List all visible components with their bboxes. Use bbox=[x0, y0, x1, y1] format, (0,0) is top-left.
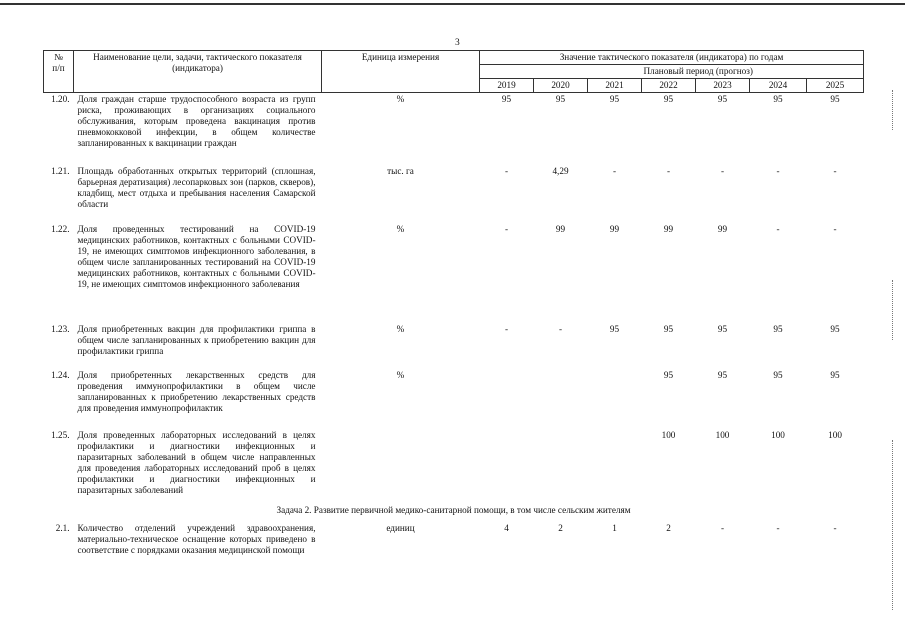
top-rule bbox=[0, 3, 905, 5]
col-values-header: Значение тактического показателя (индикатора) по годам bbox=[480, 51, 864, 65]
scan-edge-mark bbox=[890, 280, 893, 340]
scan-edge-mark bbox=[890, 90, 893, 130]
value-cell: 95 bbox=[773, 369, 783, 380]
unit-cell: % bbox=[396, 369, 405, 380]
value-cell: - bbox=[504, 223, 509, 234]
col-unit-header: Единица измерения bbox=[322, 51, 480, 93]
scan-edge-mark bbox=[890, 440, 893, 610]
row-number: 1.22. bbox=[51, 223, 70, 234]
unit-cell: % bbox=[396, 223, 405, 234]
value-cell: 95 bbox=[830, 323, 840, 334]
value-cell bbox=[588, 429, 642, 499]
indicator-name: Доля проведенных тестирований на COVID-19 медицинских работников, контактных с больными COVID-19, не имеющих симптомов инфекционного заболевания, в общем числе запланированных тестирований на COVID-19 медицинских работников, контактных с больными COVID-19, не имеющих симптомов инфекционного заболевания bbox=[77, 223, 316, 289]
value-cell: 100 bbox=[828, 429, 842, 440]
value-cell: 4,29 bbox=[552, 165, 569, 176]
indicators-table bbox=[43, 50, 864, 577]
col-num-header: № п/п bbox=[44, 51, 74, 93]
indicator-name: Доля приобретенных вакцин для профилактики гриппа в общем числе запланированных к приобретению вакцин для профилактики гриппа bbox=[77, 323, 316, 356]
value-cell: 95 bbox=[663, 323, 674, 334]
unit-cell: тыс. га bbox=[387, 165, 414, 176]
value-cell: 4 bbox=[504, 522, 509, 533]
task-heading-row bbox=[44, 499, 864, 522]
indicator-name: Количество отделений учреждений здравоохранения, материально-техническое оснащение которых приведено в соответствие с порядками оказания медицинской помощи bbox=[77, 522, 316, 555]
value-cell: - bbox=[776, 223, 780, 234]
value-cell: 95 bbox=[663, 94, 674, 104]
year-header: 2024 bbox=[750, 79, 807, 93]
value-cell: 95 bbox=[609, 323, 620, 334]
value-cell: 2 bbox=[666, 522, 671, 533]
value-cell: - bbox=[833, 522, 837, 533]
value-cell: 99 bbox=[609, 223, 620, 234]
table-row bbox=[44, 369, 864, 429]
value-cell: 100 bbox=[771, 429, 785, 440]
row-number: 1.25. bbox=[51, 429, 70, 440]
value-cell: 95 bbox=[663, 369, 674, 380]
indicator-name: Доля граждан старше трудоспособного возраста из групп риска, проживающих в организациях социального обслуживания, которым проведена вакцинация против пневмококковой инфекции, в общем количестве запланированных к вакцинации граждан bbox=[77, 94, 316, 148]
value-cell: 100 bbox=[661, 429, 676, 440]
table-row bbox=[44, 93, 864, 165]
row-number: 1.20. bbox=[51, 94, 70, 104]
indicator-name: Площадь обработанных открытых территорий (сплошная, барьерная дератизация) лесопарковых зон (парков, скверов), кладбищ, мест отдыха и пребывания населения Самарской области bbox=[77, 165, 316, 209]
table-row bbox=[44, 165, 864, 223]
value-cell: - bbox=[612, 165, 617, 176]
value-cell: - bbox=[833, 223, 837, 234]
value-cell: 95 bbox=[717, 94, 728, 104]
value-cell: 95 bbox=[717, 323, 728, 334]
page-number: 3 bbox=[455, 38, 460, 48]
value-cell: 95 bbox=[555, 94, 566, 104]
year-header: 2022 bbox=[642, 79, 696, 93]
value-cell: - bbox=[720, 165, 725, 176]
table-row bbox=[44, 522, 864, 577]
value-cell: 1 bbox=[612, 522, 617, 533]
table-row bbox=[44, 223, 864, 323]
value-cell: 99 bbox=[717, 223, 728, 234]
table-row bbox=[44, 323, 864, 369]
value-cell: 95 bbox=[773, 323, 783, 334]
table-row bbox=[44, 429, 864, 499]
unit-cell: % bbox=[396, 94, 405, 104]
row-number: 2.1. bbox=[55, 522, 70, 533]
row-number: 1.21. bbox=[51, 165, 70, 176]
value-cell bbox=[588, 369, 642, 429]
value-cell: 95 bbox=[830, 369, 840, 380]
indicator-name: Доля приобретенных лекарственных средств для проведения иммунопрофилактики в общем числе запланированных к приобретению лекарственных средств для проведения иммунопрофилактик bbox=[77, 369, 316, 413]
year-header: 2019 bbox=[480, 79, 534, 93]
value-cell bbox=[480, 369, 534, 429]
value-cell: 95 bbox=[717, 369, 728, 380]
plan-period-header: Плановый период (прогноз) bbox=[642, 65, 864, 79]
year-header: 2023 bbox=[696, 79, 750, 93]
col-name-header: Наименование цели, задачи, тактического показателя (индикатора) bbox=[74, 51, 322, 93]
year-header: 2025 bbox=[807, 79, 864, 93]
value-cell bbox=[534, 369, 588, 429]
value-cell: 2 bbox=[558, 522, 563, 533]
task-heading: Задача 2. Развитие первичной медико-санитарной помощи, в том числе сельским жителям bbox=[276, 504, 631, 515]
value-cell: 95 bbox=[773, 94, 783, 104]
value-cell bbox=[480, 429, 534, 499]
value-cell: - bbox=[776, 522, 780, 533]
year-header: 2021 bbox=[588, 79, 642, 93]
value-cell: - bbox=[504, 323, 509, 334]
value-cell: 99 bbox=[555, 223, 566, 234]
value-cell: 95 bbox=[609, 94, 620, 104]
unit-cell: % bbox=[396, 323, 405, 334]
row-number: 1.24. bbox=[51, 369, 70, 380]
value-cell bbox=[534, 429, 588, 499]
value-cell: - bbox=[558, 323, 563, 334]
value-cell: 99 bbox=[663, 223, 674, 234]
row-number: 1.23. bbox=[51, 323, 70, 334]
value-cell: - bbox=[504, 165, 509, 176]
value-cell: - bbox=[833, 165, 837, 176]
value-cell: - bbox=[720, 522, 725, 533]
unit-cell: единиц bbox=[386, 522, 415, 533]
value-cell: 95 bbox=[501, 94, 512, 104]
value-cell: - bbox=[776, 165, 780, 176]
year-header: 2020 bbox=[534, 79, 588, 93]
unit-cell bbox=[322, 429, 480, 499]
value-cell: - bbox=[666, 165, 671, 176]
value-cell: 100 bbox=[715, 429, 730, 440]
value-cell: 95 bbox=[830, 94, 840, 104]
indicator-name: Доля проведенных лабораторных исследований в целях профилактики и диагностики инфекционных и паразитарных заболеваний в общем числе направленных для проведения лабораторных исследований проб в целях профилактики и диагностики инфекционных и паразитарных заболеваний bbox=[77, 429, 316, 495]
